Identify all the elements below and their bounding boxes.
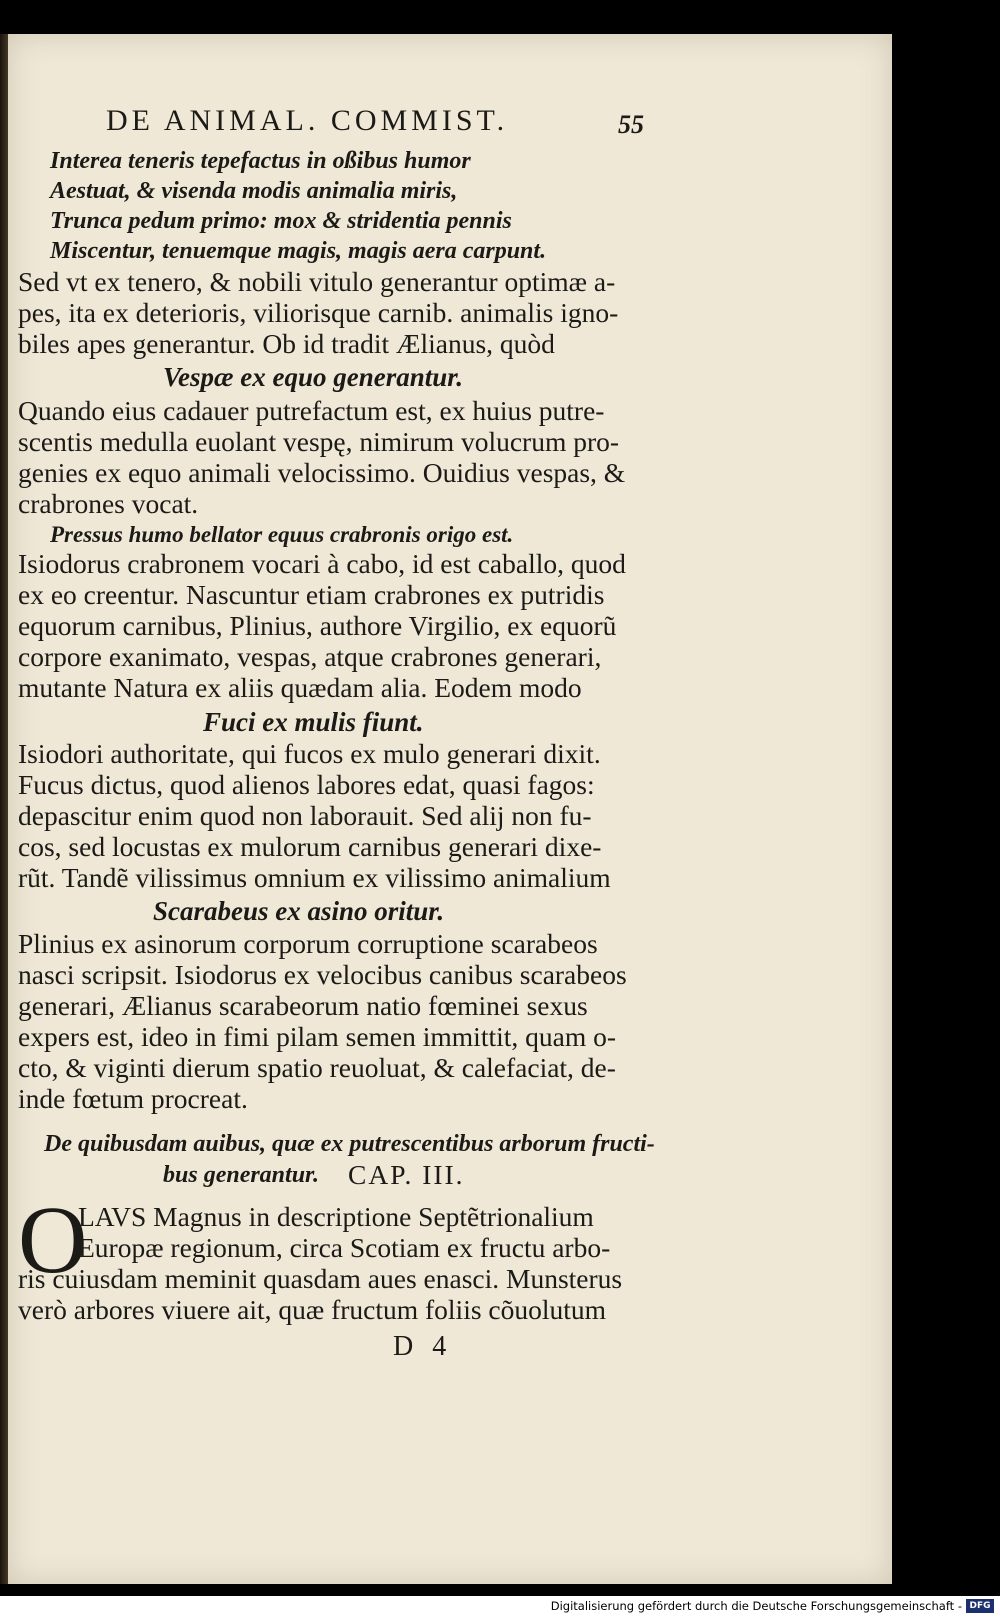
running-title: DE ANIMAL. COMMIST. bbox=[106, 104, 509, 137]
text-line: ris cuiusdam meminit quasdam aues enasci. Munsterus bbox=[18, 1263, 623, 1294]
text-line: equorum carnibus, Plinius, authore Virgilio, ex equorũ bbox=[18, 610, 617, 641]
text-line: corpore exanimato, vespas, atque crabrones generari, bbox=[18, 641, 602, 672]
footer-bar bbox=[0, 1596, 1000, 1618]
book-page bbox=[8, 34, 892, 1584]
text-line: Sed vt ex tenero, & nobili vitulo generantur optimæ a- bbox=[18, 266, 616, 297]
text-line: ex eo creentur. Nascuntur etiam crabrones ex putridis bbox=[18, 579, 605, 610]
text-line: mutante Natura ex aliis quædam alia. Eodem modo bbox=[18, 672, 582, 703]
poem-line: Interea teneris tepefactus in oßibus humor bbox=[50, 148, 471, 174]
chapter-title: De quibusdam auibus, quæ ex putrescentibus arborum fructi- bbox=[44, 1131, 655, 1157]
text-line: biles apes generantur. Ob id tradit Ælianus, quòd bbox=[18, 328, 555, 359]
text-line: rũt. Tandẽ vilissimus omnium ex vilissimo animalium bbox=[18, 862, 611, 893]
text-line: genies ex equo animali velocissimo. Ouidius vespas, & bbox=[18, 457, 626, 488]
text-line: Plinius ex asinorum corporum corruptione scarabeos bbox=[18, 928, 598, 959]
text-line: cto, & viginti dierum spatio reuoluat, & calefaciat, de- bbox=[18, 1052, 616, 1083]
text-line: Isiodori authoritate, qui fucos ex mulo generari dixit. bbox=[18, 738, 601, 769]
text-line: pes, ita ex deterioris, viliorisque carnib. animalis igno- bbox=[18, 297, 619, 328]
text-line: Isiodorus crabronem vocari à cabo, id est caballo, quod bbox=[18, 548, 626, 579]
text-line: generari, Ælianus scarabeorum natio fœminei sexus bbox=[18, 990, 588, 1021]
text-line: expers est, ideo in fimi pilam semen immittit, quam o- bbox=[18, 1021, 617, 1052]
text-line: Quando eius cadauer putrefactum est, ex huius putre- bbox=[18, 395, 605, 426]
section-heading: Scarabeus ex asino oritur. bbox=[153, 896, 445, 926]
text-line: Europæ regionum, circa Scotiam ex fructu arbo- bbox=[78, 1232, 611, 1263]
text-line: nasci scripsit. Isiodorus ex velocibus canibus scarabeos bbox=[18, 959, 627, 990]
section-heading: Fuci ex mulis fiunt. bbox=[203, 707, 424, 737]
poem-line: Aestuat, & visenda modis animalia miris, bbox=[50, 178, 458, 204]
signature-mark: D 4 bbox=[393, 1331, 453, 1362]
text-line: LAVS Magnus in descriptione Septẽtrionalium bbox=[78, 1201, 594, 1232]
section-heading: Vespæ ex equo generantur. bbox=[163, 362, 464, 392]
poem-line: Trunca pedum primo: mox & stridentia pennis bbox=[50, 208, 512, 234]
drop-cap: O bbox=[18, 1186, 88, 1293]
page-text bbox=[8, 34, 892, 1584]
text-line: scentis medulla euolant vespę, nimirum volucrum pro- bbox=[18, 426, 620, 457]
page-number: 55 bbox=[618, 110, 644, 139]
verse-line: Pressus humo bellator equus crabronis origo est. bbox=[50, 522, 514, 547]
poem-line: Miscentur, tenuemque magis, magis aera carpunt. bbox=[50, 238, 547, 264]
chapter-number: CAP. III. bbox=[348, 1159, 465, 1190]
text-line: inde fœtum procreat. bbox=[18, 1083, 248, 1114]
text-line: cos, sed locustas ex mulorum carnibus generari dixe- bbox=[18, 831, 602, 862]
text-line: verò arbores viuere ait, quæ fructum foliis cõuolutum bbox=[18, 1294, 607, 1325]
text-line: Fucus dictus, quod alienos labores edat, quasi fagos: bbox=[18, 769, 595, 800]
text-line: depascitur enim quod non laborauit. Sed alij non fu- bbox=[18, 800, 592, 831]
dfg-logo: DFG bbox=[966, 1599, 994, 1613]
chapter-title: bus generantur. bbox=[163, 1162, 320, 1188]
footer-credit: Digitalisierung gefördert durch die Deutsche Forschungsgemeinschaft - bbox=[550, 1599, 962, 1613]
text-line: crabrones vocat. bbox=[18, 488, 199, 519]
